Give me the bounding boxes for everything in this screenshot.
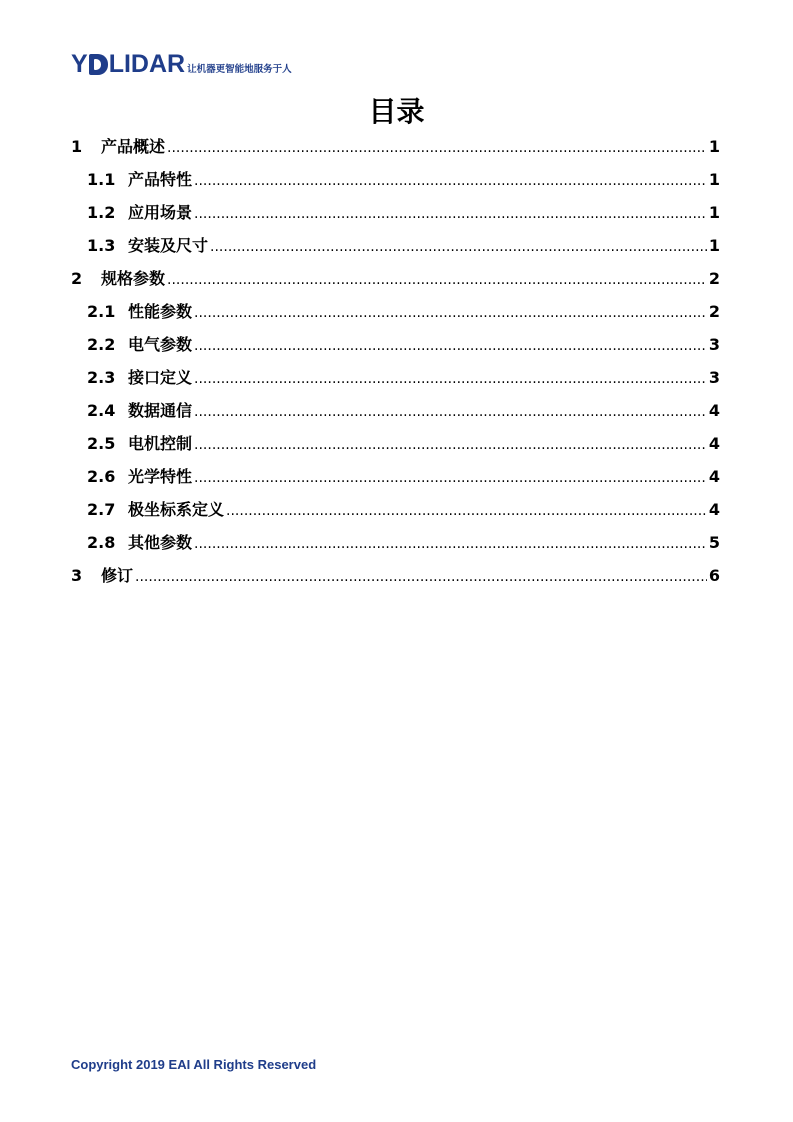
toc-entry-number: 2.2 [87, 335, 116, 354]
toc-entry-2-2[interactable] [71, 328, 720, 361]
toc-entry-number: 2.5 [87, 434, 116, 453]
toc-entry-number: 2 [71, 269, 83, 288]
toc-entry-number: 2.4 [87, 401, 116, 420]
toc-entry-title: 产品特性 [128, 170, 193, 189]
toc-entry-page: 6 [708, 566, 720, 585]
toc-entry-2-7[interactable] [71, 493, 720, 526]
toc-entry-2[interactable] [71, 262, 720, 295]
toc-entry-page: 4 [708, 467, 720, 486]
toc-entry-title: 接口定义 [128, 368, 193, 387]
toc-entry-title: 电气参数 [128, 335, 193, 354]
toc-entry-number: 2.3 [87, 368, 116, 387]
footer-copyright: Copyright 2019 EAI All Rights Reserved [71, 1057, 317, 1072]
toc-entry-title: 电机控制 [128, 434, 193, 453]
logo-slogan: 让机器更智能地服务于人 [187, 64, 292, 75]
toc-entry-1-2[interactable] [71, 196, 720, 229]
toc-entry-page: 2 [708, 269, 720, 288]
toc-entry-title: 数据通信 [128, 401, 193, 420]
toc-entry-1-3[interactable] [71, 229, 720, 262]
toc-entry-2-3[interactable] [71, 361, 720, 394]
toc-entry-page: 5 [708, 533, 720, 552]
toc-dot-leader [194, 363, 707, 396]
toc-entry-number: 3 [71, 566, 83, 585]
toc-dot-leader [194, 396, 707, 429]
toc-dot-leader [194, 165, 707, 198]
toc-dot-leader [194, 198, 707, 231]
toc-entry-2-4[interactable] [71, 394, 720, 427]
toc-entry-number: 1 [71, 137, 83, 156]
toc-entry-title: 安装及尺寸 [128, 236, 209, 255]
toc-entry-number: 2.7 [87, 500, 116, 519]
toc-entry-1-1[interactable] [71, 163, 720, 196]
toc-entry-page: 1 [708, 203, 720, 222]
toc-dot-leader [194, 429, 707, 462]
toc-entry-title: 极坐标系定义 [128, 500, 225, 519]
toc-entry-number: 2.1 [87, 302, 116, 321]
toc-dot-leader [210, 231, 707, 264]
toc-entry-number: 2.6 [87, 467, 116, 486]
toc-entry-number: 2.8 [87, 533, 116, 552]
toc-dot-leader [194, 330, 707, 363]
toc-entry-title: 产品概述 [101, 137, 166, 156]
toc-dot-leader [194, 462, 707, 495]
toc-entry-page: 4 [708, 500, 720, 519]
toc-entry-2-1[interactable] [71, 295, 720, 328]
toc-entry-page: 1 [708, 170, 720, 189]
logo-wordmark [71, 50, 185, 78]
toc-entry-3[interactable] [71, 559, 720, 592]
toc-entry-title: 性能参数 [128, 302, 193, 321]
toc-entry-title: 规格参数 [101, 269, 166, 288]
table-of-contents [71, 130, 720, 592]
toc-dot-leader [167, 264, 707, 297]
toc-entry-number: 1.3 [87, 236, 116, 255]
toc-entry-title: 应用场景 [128, 203, 193, 222]
toc-entry-page: 3 [708, 335, 720, 354]
toc-entry-title: 修订 [101, 566, 134, 585]
ydlidar-logo [71, 46, 292, 78]
toc-entry-title: 其他参数 [128, 533, 193, 552]
toc-entry-title: 光学特性 [128, 467, 193, 486]
toc-entry-2-5[interactable] [71, 427, 720, 460]
toc-entry-2-8[interactable] [71, 526, 720, 559]
toc-dot-leader [135, 561, 707, 594]
toc-entry-1[interactable] [71, 130, 720, 163]
toc-entry-page: 3 [708, 368, 720, 387]
toc-entry-page: 4 [708, 434, 720, 453]
toc-entry-number: 1.1 [87, 170, 116, 189]
toc-dot-leader [194, 528, 707, 561]
toc-dot-leader [167, 132, 707, 165]
toc-entry-page: 4 [708, 401, 720, 420]
logo-letter-y: Y [71, 50, 88, 78]
toc-entry-2-6[interactable] [71, 460, 720, 493]
toc-entry-number: 1.2 [87, 203, 116, 222]
toc-title: 目录 [368, 95, 425, 128]
toc-entry-page: 1 [708, 236, 720, 255]
logo-letters-lidar: LIDAR [108, 50, 186, 78]
toc-entry-page: 2 [708, 302, 720, 321]
toc-dot-leader [194, 297, 707, 330]
logo-d-mark-icon [89, 54, 108, 75]
toc-dot-leader [226, 495, 707, 528]
toc-entry-page: 1 [708, 137, 720, 156]
